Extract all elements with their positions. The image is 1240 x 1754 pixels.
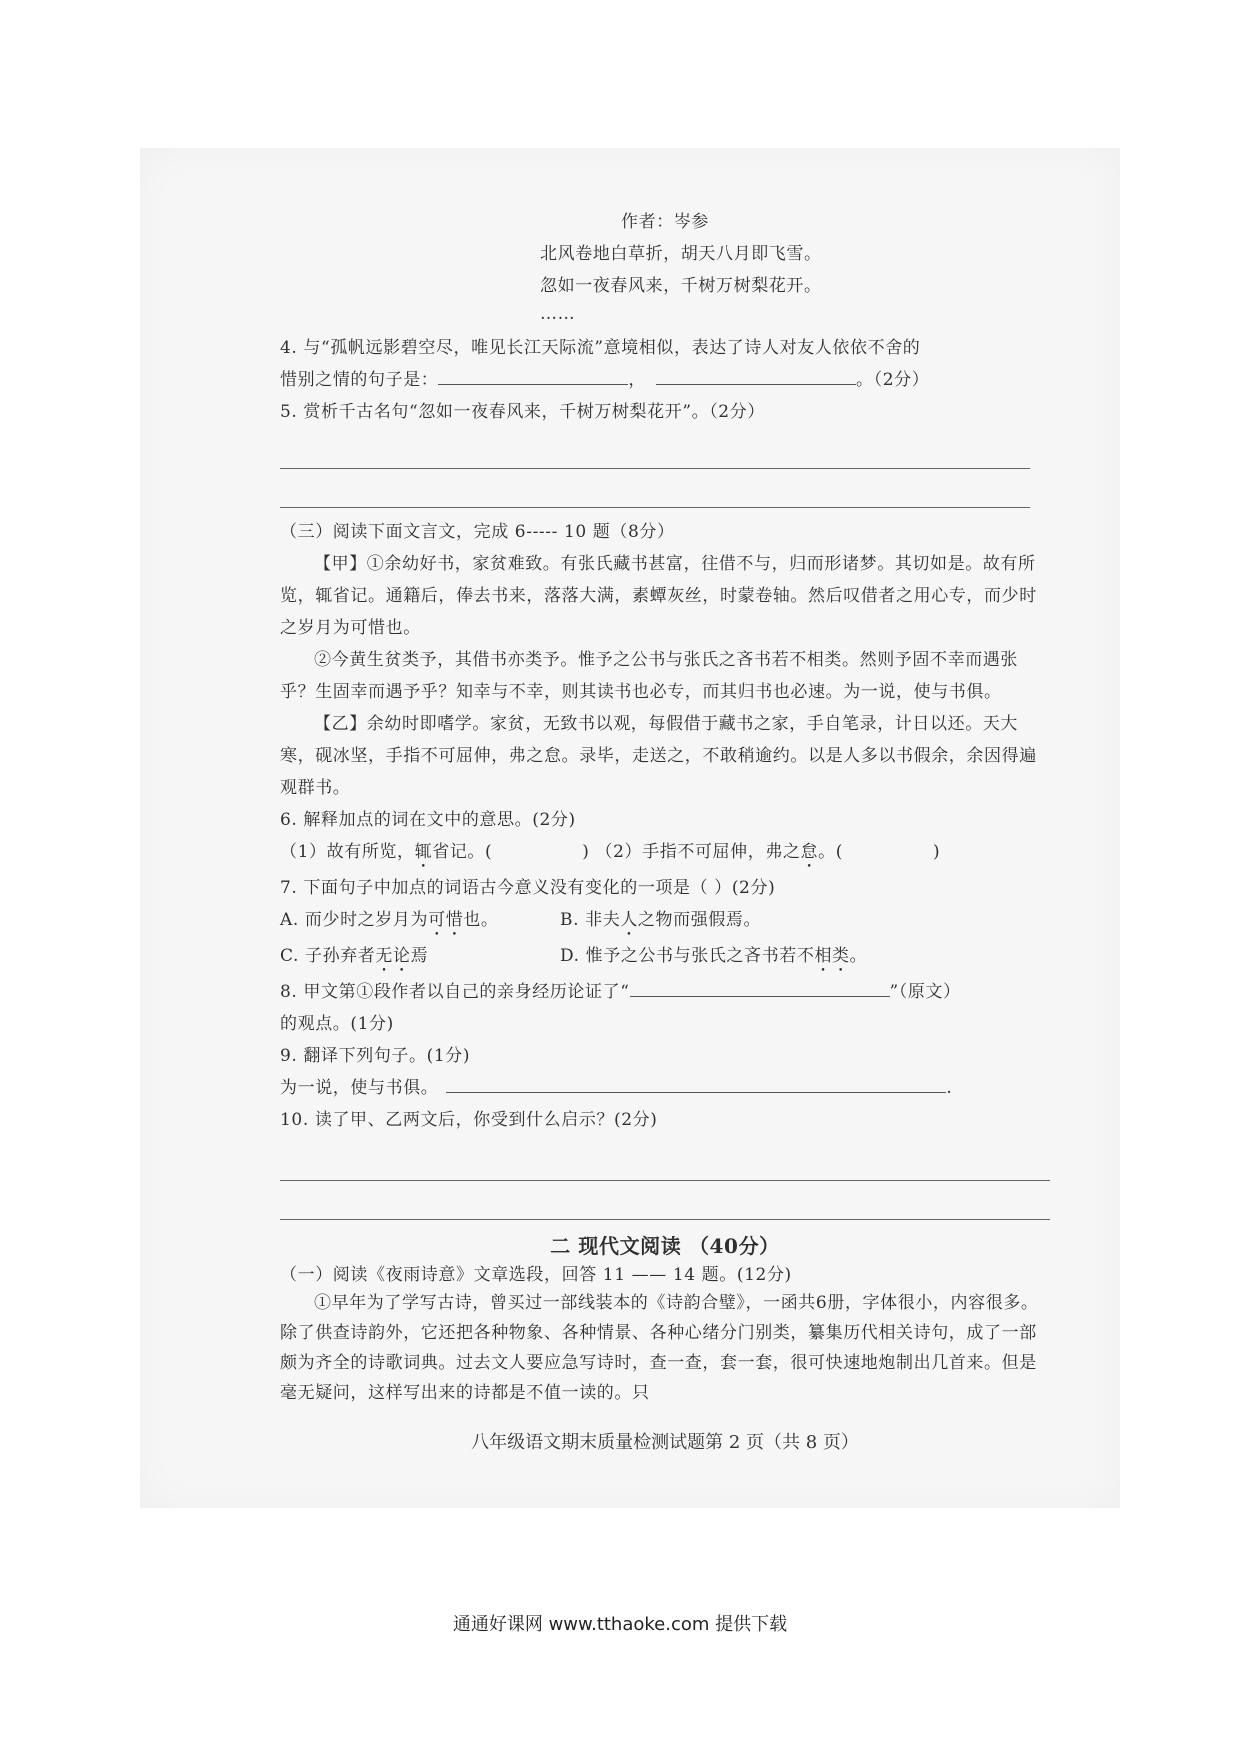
question-8 [280,976,1050,1040]
q6-subitems [280,836,1050,872]
q7-option-b[interactable] [560,904,761,940]
q9-sentence-row [280,1072,1050,1104]
q7-c-post: 焉 [410,946,429,966]
q7-option-a[interactable] [280,904,560,940]
q4-sep: ， [628,370,647,390]
q7-c-pre: C. 子孙弃者 [280,946,376,966]
q7-options-row-2 [280,940,1050,976]
q6-sub1-post: 省记。( [432,842,493,862]
q7-b-post: 之物而强假焉。 [637,910,762,930]
q6-sub1-pre: （1）故有所览， [280,842,415,862]
question-6: 6. 解释加点的词在文中的意思。(2分) [280,810,576,830]
q8-end: ”（原文） [889,982,961,1002]
q4-end: 。（2分） [856,370,930,390]
section-2-paragraph-1: ①早年为了学写古诗，曾买过一部线装本的《诗韵合璧》，一函共6册，字体很小，内容很多。除了供查诗韵外，它还把各种物象、各种情景、各种心绪分门别类，纂集历代相关诗句，成了一部颇为齐全的诗歌词典。过去文人要应急写诗时，查一查，套一套，很可快速地炮制出几首来。但是毫无疑问，这样写出来的诗都是不值一读的。只 [280,1293,1039,1403]
q8-text: 8. 甲文第①段作者以自己的亲身经历论证了“ [280,982,630,1002]
poem-author: 作者：岑参 [621,212,709,232]
question-4 [280,332,1050,396]
q6-sub2-close: ) [933,842,941,862]
q7-b-pre: B. 非夫 [560,910,621,930]
q10-answer-line-1[interactable] [280,1150,1050,1181]
q4-blank-1[interactable] [438,364,628,385]
q6-sub1-word: 辄 [414,842,433,862]
question-7: 7. 下面句子中加点的词语古今意义没有变化的一项是（ ）(2分) [280,878,776,898]
q7-a-pre: A. 而少时之岁月为 [280,910,429,930]
q7-a-word: 可惜 [428,910,464,930]
poem-line-1: 北风卷地白草折，胡天八月即飞雪。 [540,244,822,264]
passage-jia-1: 【甲】①余幼好书，家贫难致。有张氏藏书甚富，往借不与，归而形诸梦。其切如是。故有所览，辄省记。通籍后，俸去书来，落落大满，素蟫灰丝，时蒙卷轴。然后叹借者之用心专，而少时之岁月为可惜也。 [280,554,1037,638]
q7-d-post: 。 [849,946,868,966]
q9-sentence: 为一说，使与书俱。 [280,1078,439,1098]
q7-c-word: 无论 [375,946,411,966]
passage-yi: 【乙】余幼时即嗜学。家贫，无致书以观，每假借于藏书之家，手自笔录，计日以还。天大寒，砚冰坚，手指不可屈伸，弗之怠。录毕，走送之，不敢稍逾约。以是人多以书假余，余因得遍观群书。 [280,714,1037,798]
q6-sub2-pre: （2）手指不可屈伸，弗之 [595,842,801,862]
q7-option-d[interactable] [560,940,867,976]
question-10: 10. 读了甲、乙两文后，你受到什么启示？(2分) [280,1110,658,1130]
section-2-title: 二 现代文阅读 （40分） [550,1234,780,1258]
part3-heading: （三）阅读下面文言文，完成 6----- 10 题（8分） [280,522,675,542]
q5-answer-line-2[interactable] [280,477,1030,508]
q9-end: . [946,1078,953,1098]
poem-ellipsis: …… [540,304,576,324]
section-2-subheading: （一）阅读《夜雨诗意》文章选段，回答 11 —— 14 题。(12分) [280,1265,792,1285]
q6-blank-2[interactable] [843,837,933,857]
q7-b-word: 人 [620,910,638,930]
q7-a-post: 也。 [463,910,499,930]
q6-sub2-post: 。( [818,842,843,862]
q6-sub1-close: ) [582,842,590,862]
q8-blank[interactable] [630,976,890,997]
q10-answer-line-2[interactable] [280,1189,1050,1220]
q4-text: 4. 与“孤帆远影碧空尽，唯见长江天际流”意境相似，表达了诗人对友人依依不舍的 [280,338,921,358]
poem-line-2: 忽如一夜春风来，千树万树梨花开。 [540,276,822,296]
question-5: 5. 赏析千古名句“忽如一夜春风来，千树万树梨花开”。（2分） [280,402,765,422]
q6-blank-1[interactable] [492,837,582,857]
q4-blank-2[interactable] [656,364,856,385]
q8-text2: 的观点。(1分) [280,1014,394,1034]
page-content [280,206,1050,1408]
site-footer: 通通好课网 www.tthaoke.com 提供下载 [452,1614,788,1635]
q9-blank[interactable] [446,1072,946,1093]
q7-option-c[interactable] [280,940,560,976]
page-footer: 八年级语文期末质量检测试题第 2 页（共 8 页） [471,1432,859,1453]
question-9: 9. 翻译下列句子。(1分) [280,1046,471,1066]
q5-answer-line-1[interactable] [280,438,1030,469]
q6-sub2-word: 怠 [800,842,819,862]
q7-d-word: 相类 [814,946,850,966]
passage-jia-2: ②今黄生贫类予，其借书亦类予。惟予之公书与张氏之吝书若不相类。然则予固不幸而遇张乎？生固幸而遇予乎？知幸与不幸，则其读书也必专，而其归书也必速。为一说，使与书俱。 [280,650,1018,702]
q7-d-pre: D. 惟予之公书与张氏之吝书若不 [560,946,815,966]
q4-text2: 惜别之情的句子是： [280,370,439,390]
q7-options-row-1 [280,904,1050,940]
